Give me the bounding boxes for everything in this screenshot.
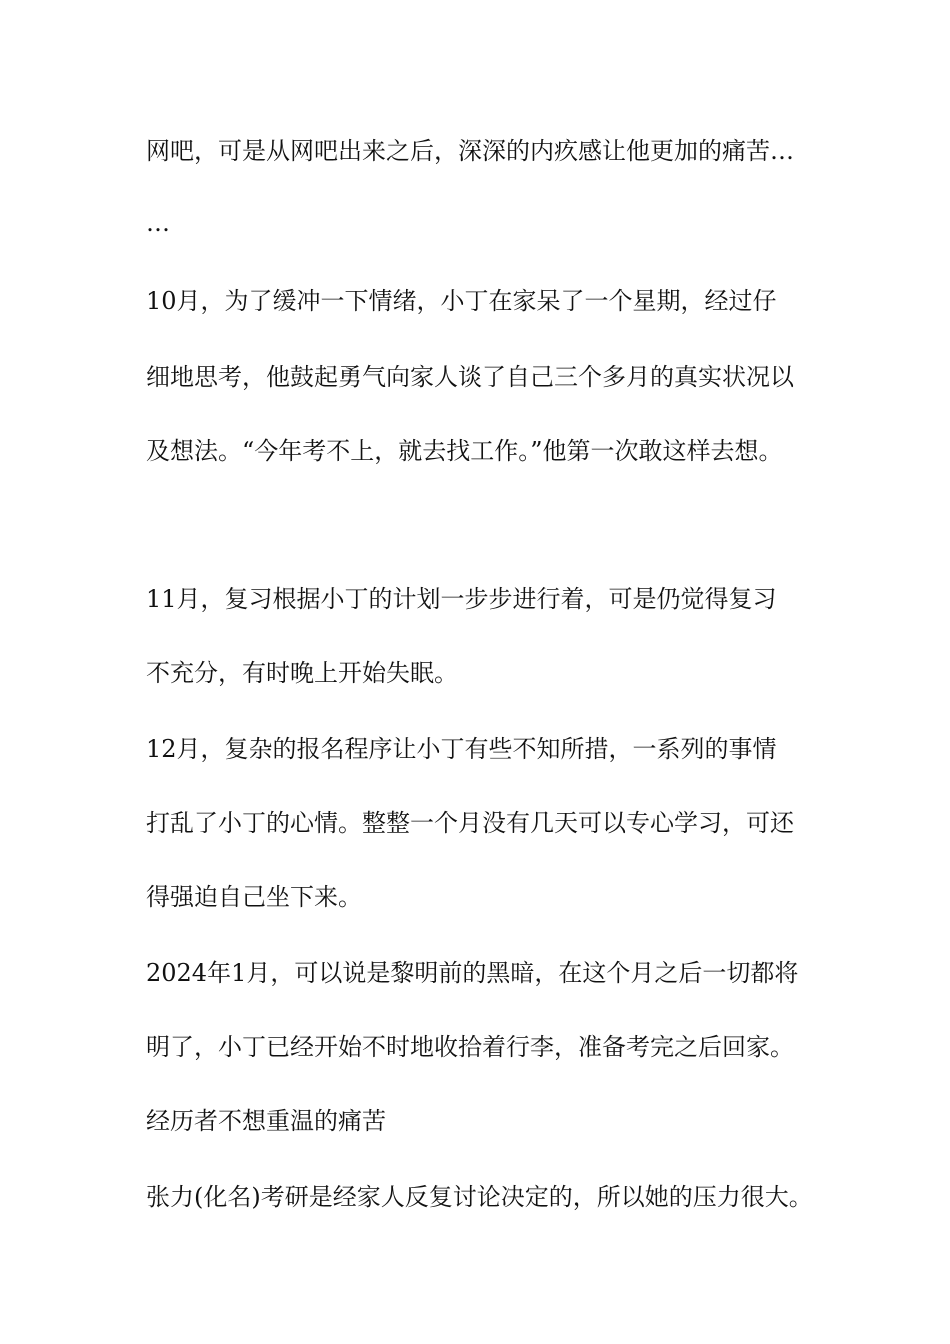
text-line: 10月，为了缓冲一下情绪，小丁在家呆了一个星期，经过仔 [146, 287, 777, 315]
text-line: 明了，小丁已经开始不时地收拾着行李，准备考完之后回家。 [146, 1033, 794, 1061]
text-line: 得强迫自己坐下来。 [146, 883, 362, 911]
text-line: 12月，复杂的报名程序让小丁有些不知所措，一系列的事情 [146, 735, 777, 763]
text-line: 细地思考，他鼓起勇气向家人谈了自己三个多月的真实状况以 [146, 363, 794, 391]
text-line: 2024年1月，可以说是黎明前的黑暗，在这个月之后一切都将 [146, 959, 799, 987]
text-line: 及想法。“今年考不上，就去找工作。”他第一次敢这样去想。 [146, 437, 783, 465]
text-line: 11月，复习根据小丁的计划一步步进行着，可是仍觉得复习 [146, 585, 777, 613]
text-line: 张力(化名)考研是经家人反复讨论决定的，所以她的压力很大。 [146, 1183, 813, 1211]
text-line: 网吧，可是从网吧出来之后，深深的内疚感让他更加的痛苦… [146, 137, 794, 165]
section-heading: 经历者不想重温的痛苦 [146, 1107, 386, 1135]
text-line: 不充分，有时晚上开始失眠。 [146, 659, 458, 687]
text-line: 打乱了小丁的心情。整整一个月没有几天可以专心学习，可还 [146, 809, 794, 837]
text-line: … [146, 209, 170, 237]
